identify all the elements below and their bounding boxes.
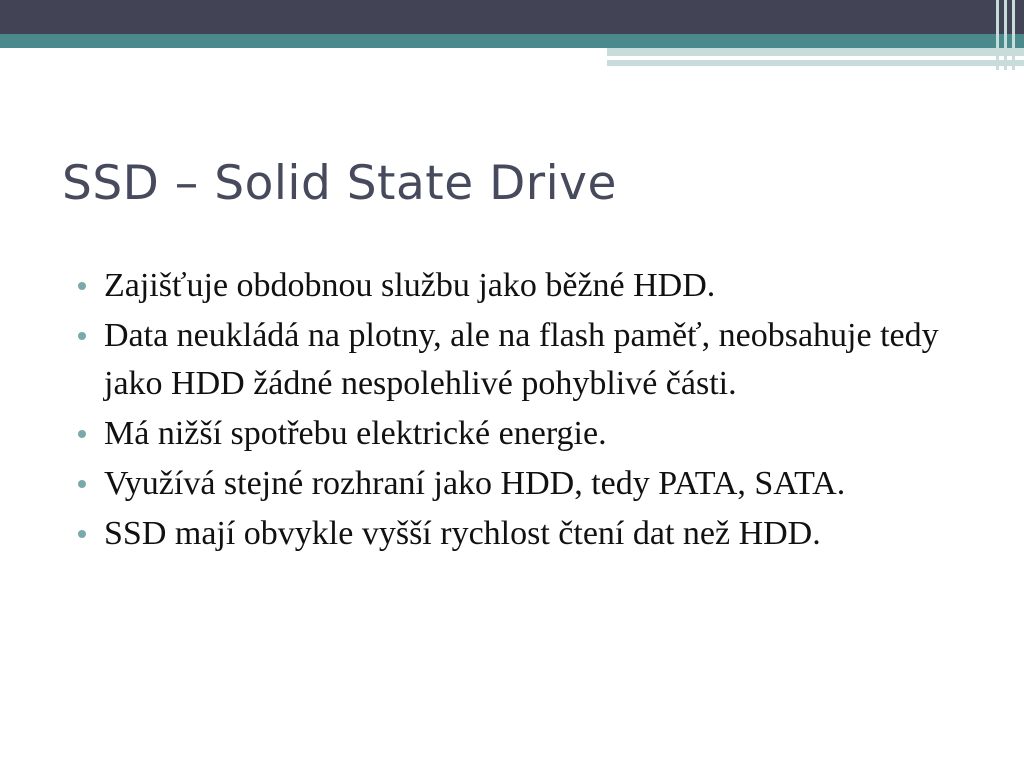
bullet-item [78,460,958,508]
header-accent-bar-secondary [607,60,1024,66]
header-accent-bar [607,48,1024,56]
bullet-text: SSD mají obvykle vyšší rychlost čtení dat než HDD. [104,515,821,552]
header-stripe [1004,0,1007,70]
bullet-dot-icon [78,430,86,438]
header-stripe [1012,0,1015,70]
header-dark-bar [0,0,1024,34]
slide-title: SSD – Solid State Drive [62,156,617,211]
bullet-item [78,262,958,310]
bullet-text: Využívá stejné rozhraní jako HDD, tedy PATA, SATA. [104,465,846,502]
bullet-text: Má nižší spotřebu elektrické energie. [104,415,607,452]
header-divider-line [0,48,607,51]
bullet-text: Data neukládá na plotny, ale na flash paměť, neobsahuje tedy jako HDD žádné nespolehlivé pohyblivé části. [104,317,939,402]
bullet-dot-icon [78,530,86,538]
bullet-dot-icon [78,480,86,488]
bullet-item [78,410,958,458]
bullet-list [78,262,958,560]
bullet-item [78,510,958,558]
header-stripe [996,0,999,70]
header-teal-bar [0,34,1024,48]
bullet-text: Zajišťuje obdobnou službu jako běžné HDD. [104,267,716,304]
bullet-item [78,312,958,408]
bullet-dot-icon [78,332,86,340]
bullet-dot-icon [78,282,86,290]
